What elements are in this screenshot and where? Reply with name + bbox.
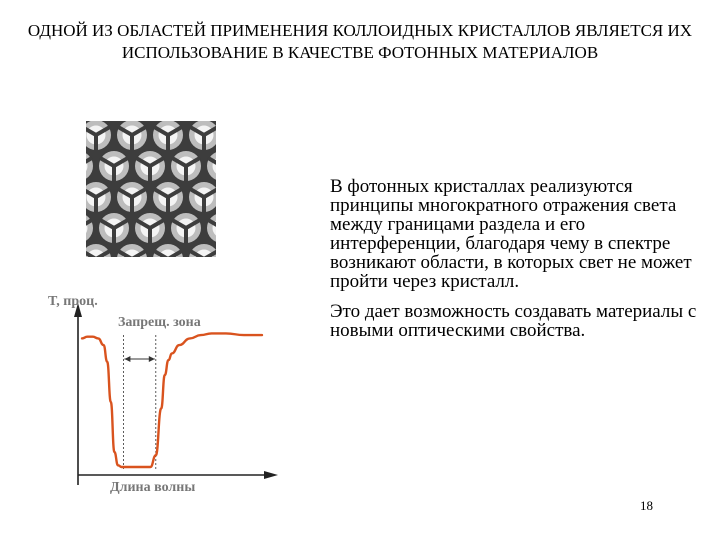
y-axis-label: T, проц. [48,294,98,309]
arrow-head-right [149,356,155,362]
page-number: 18 [640,498,653,513]
y-axis [74,303,82,485]
photonic-crystal-image [86,121,216,257]
stop-band-label: Запрещ. зона [118,315,201,330]
x-axis [78,471,278,479]
transmission-chart [30,285,300,495]
paragraph-2: Это дает возможность создавать материалы с новыми оптическими свойства. [330,301,697,341]
stop-band-marker [123,335,155,470]
x-axis-label: Длина волны [110,480,196,495]
body-text [330,177,715,351]
arrow-head-left [124,356,130,362]
transmission-curve [82,333,262,467]
paragraph-1: В фотонных кристаллах реализуются принципы многократного отражения света между границами раздела и его интерференции, благодаря чему в спектре возникают области, в которых свет не может пройти через кристалл. [330,176,692,292]
slide-title: ОДНОЙ ИЗ ОБЛАСТЕЙ ПРИМЕНЕНИЯ КОЛЛОИДНЫХ КРИСТАЛЛОВ ЯВЛЯЕТСЯ ИХ ИСПОЛЬЗОВАНИЕ В КАЧЕСТВЕ ФОТОННЫХ МАТЕРИАЛОВ [27,21,693,62]
